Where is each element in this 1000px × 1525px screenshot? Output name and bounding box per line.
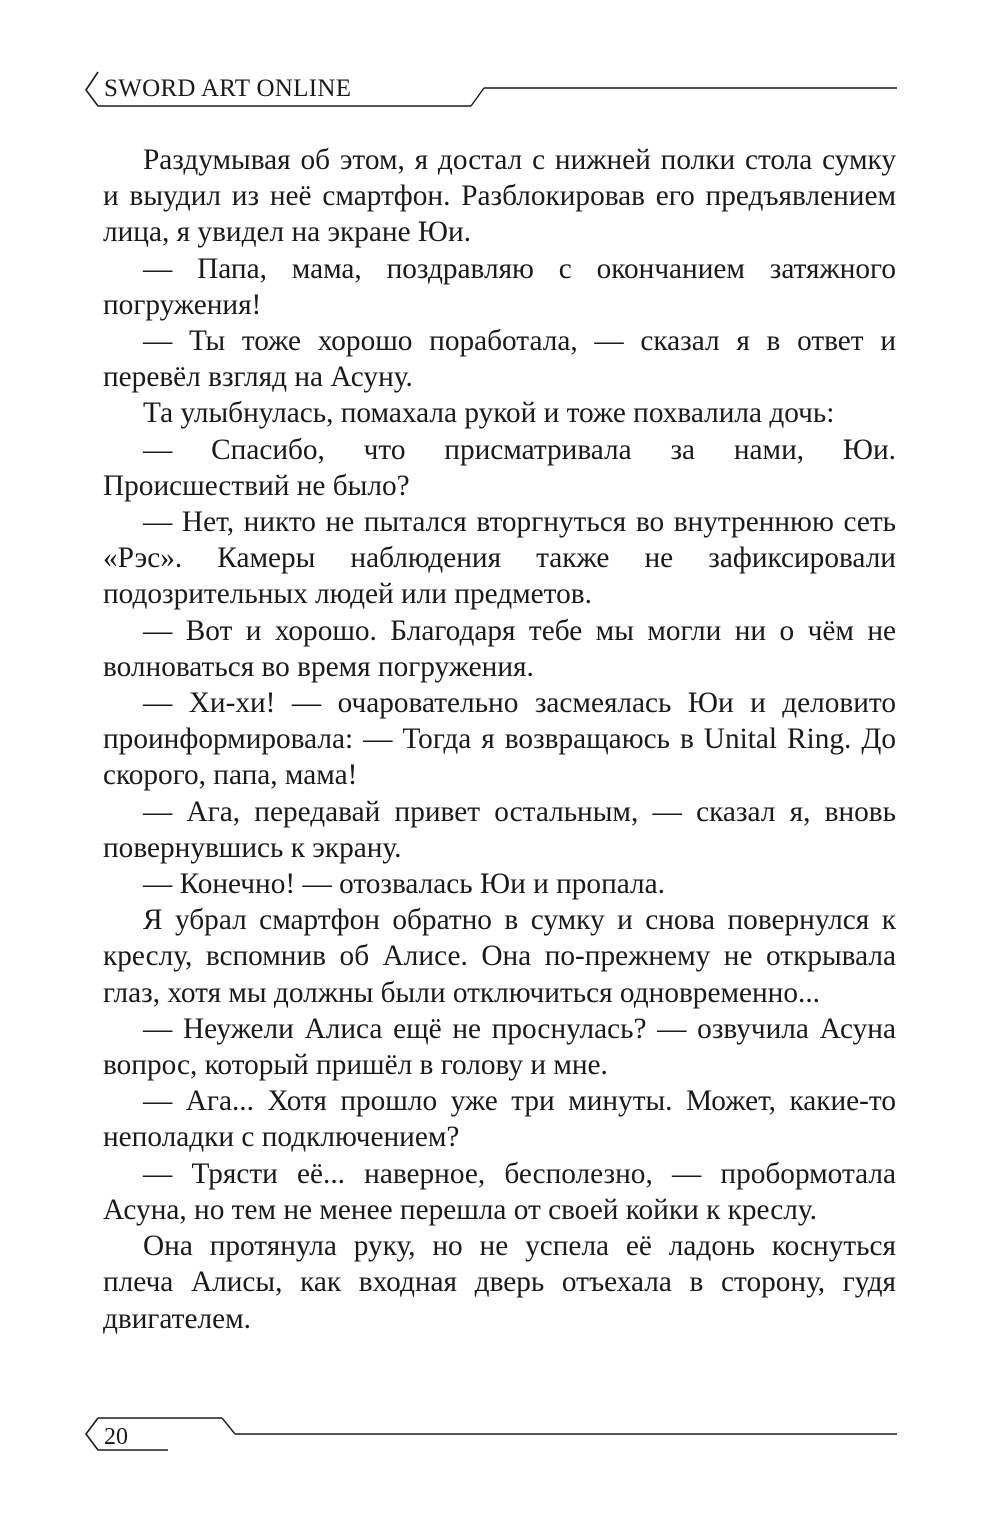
paragraph: — Хи-хи! — очаровательно засмеялась Юи и деловито проинформировала: — Тогда я возвращаюсь в Unital Ring. До скорого, папа, мама! [103, 687, 896, 792]
paragraph: — Конечно! — отозвалась Юи и пропала. [143, 868, 665, 901]
paragraph: Та улыбнулась, помахала рукой и тоже похвалила дочь: [143, 397, 835, 430]
paragraph: — Ага... Хотя прошло уже три минуты. Может, какие-то неполадки с подключением? [103, 1085, 896, 1154]
paragraph: — Трясти её... наверное, бесполезно, — пробормотала Асуна, но тем не менее перешла от своей койки к креслу. [103, 1157, 896, 1226]
paragraph: — Вот и хорошо. Благодаря тебе мы могли ни о чём не волноваться во время погружения. [103, 614, 896, 683]
paragraph: — Нет, никто не пытался вторгнуться во внутреннюю сеть «Рэс». Камеры наблюдения также не зафиксировали подозрительных людей или предметов. [103, 506, 896, 611]
paragraph: Я убрал смартфон обратно в сумку и снова повернулся к креслу, вспомнив об Алисе. Она по-прежнему не открывала глаз, хотя мы должны были отключиться одновременно... [103, 904, 896, 1009]
footer-connector [222, 1418, 235, 1434]
page-number: 20 [104, 1424, 128, 1450]
paragraph: Раздумывая об этом, я достал с нижней полки стола сумку и выудил из неё смартфон. Разблокировав его предъявлением лица, я увидел на экране Юи. [103, 144, 896, 249]
paragraph: — Папа, мама, поздравляю с окончанием затяжного погружения! [103, 252, 896, 321]
paragraph: — Ага, передавай привет остальным, — сказал я, вновь повернувшись к экрану. [103, 795, 896, 864]
footer-chevron [86, 1418, 98, 1450]
paragraph: — Неужели Алиса ещё не проснулась? — озвучила Асуна вопрос, который пришёл в голову и мне. [103, 1012, 896, 1082]
running-title: SWORD ART ONLINE [104, 75, 352, 102]
paragraph: Она протянула руку, но не успела её ладонь коснуться плеча Алисы, как входная дверь отъехала в сторону, гудя двигателем. [103, 1230, 896, 1335]
paragraph: — Спасибо, что присматривала за нами, Юи. Происшествий не было? [103, 433, 896, 502]
paragraph: — Ты тоже хорошо поработала, — сказал я в ответ и перевёл взгляд на Асуну. [103, 325, 896, 394]
